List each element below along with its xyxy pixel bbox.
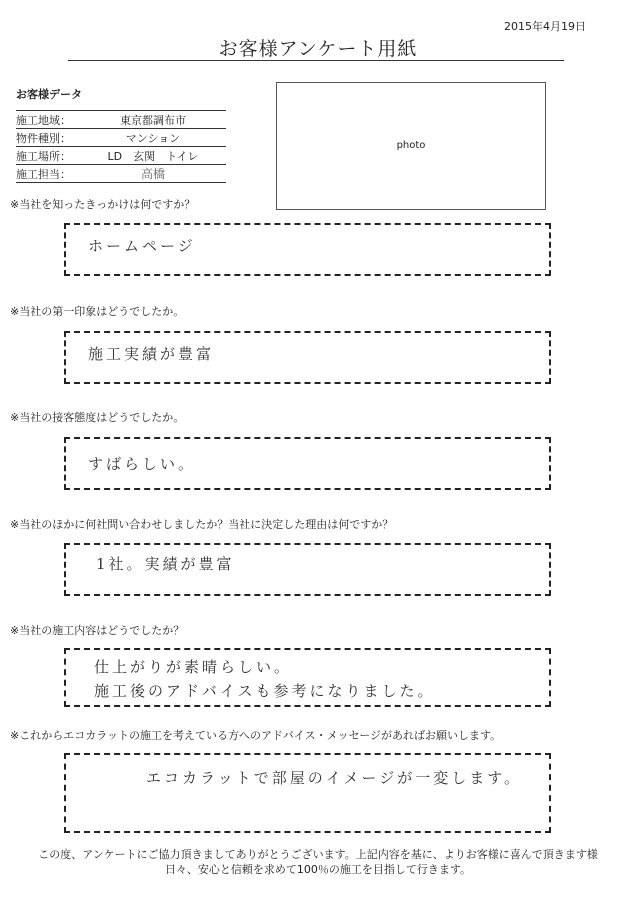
customer-label-location: 施工場所：	[16, 149, 71, 163]
footer-message	[0, 847, 636, 877]
customer-value-location: LD 玄関 トイレ	[107, 149, 199, 163]
answer-box-1	[64, 223, 551, 276]
answer-6-line-1: エコカラットで部屋のイメージが一変します。	[146, 769, 523, 787]
answer-box-4	[64, 543, 551, 596]
answer-4-line-1: 1社。実績が豊富	[96, 555, 235, 573]
customer-data-table	[16, 110, 226, 183]
photo-label: photo	[396, 140, 426, 151]
question-2: ※当社の第一印象はどうでしたか。	[10, 305, 185, 318]
answer-5-line-2: 施工後のアドバイスも参考になりました。	[94, 682, 436, 700]
customer-row-staff	[16, 165, 226, 183]
answer-box-3	[64, 437, 551, 490]
question-5: ※当社の施工内容はどうでしたか？	[10, 624, 185, 637]
answer-3-line-1: すばらしい。	[88, 455, 197, 473]
answer-box-6	[64, 753, 551, 833]
customer-value-area: 東京都調布市	[120, 113, 186, 127]
question-6: ※これからエコカラットの施工を考えている方へのアドバイス・メッセージがあればお願いします。	[10, 729, 502, 742]
answer-1-line-1: ホームページ	[88, 237, 196, 255]
answer-box-2	[64, 331, 551, 384]
customer-value-staff: 高橋	[140, 167, 165, 181]
customer-label-area: 施工地域：	[16, 113, 71, 127]
question-1: ※当社を知ったきっかけは何ですか？	[10, 198, 196, 211]
customer-data-heading: お客様データ	[16, 88, 82, 101]
title-underline	[68, 60, 564, 61]
question-4: ※当社のほかに何社問い合わせしましたか？当社に決定した理由は何ですか？	[10, 518, 394, 531]
customer-label-staff: 施工担当：	[16, 167, 71, 181]
footer-line-2: 日々、安心と信頼を求めて100％の施工を目指して行きます。	[164, 863, 472, 876]
customer-row-property	[16, 129, 226, 147]
answer-5-line-1: 仕上がりが素晴らしい。	[94, 658, 293, 676]
customer-row-location	[16, 147, 226, 165]
customer-label-property: 物件種別：	[16, 131, 71, 145]
customer-value-property: マンション	[125, 131, 181, 145]
question-3: ※当社の接客態度はどうでしたか。	[10, 411, 185, 424]
page-title: お客様アンケート用紙	[218, 38, 418, 60]
answer-box-5	[64, 648, 551, 707]
survey-date: 2015年4月19日	[504, 20, 586, 33]
answer-2-line-1: 施工実績が豊富	[88, 345, 215, 363]
footer-line-1: この度、アンケートにご協力頂きましてありがとうございます。上記内容を基に、よりお客様に喜んで頂きます様	[38, 848, 598, 861]
customer-row-area	[16, 111, 226, 129]
